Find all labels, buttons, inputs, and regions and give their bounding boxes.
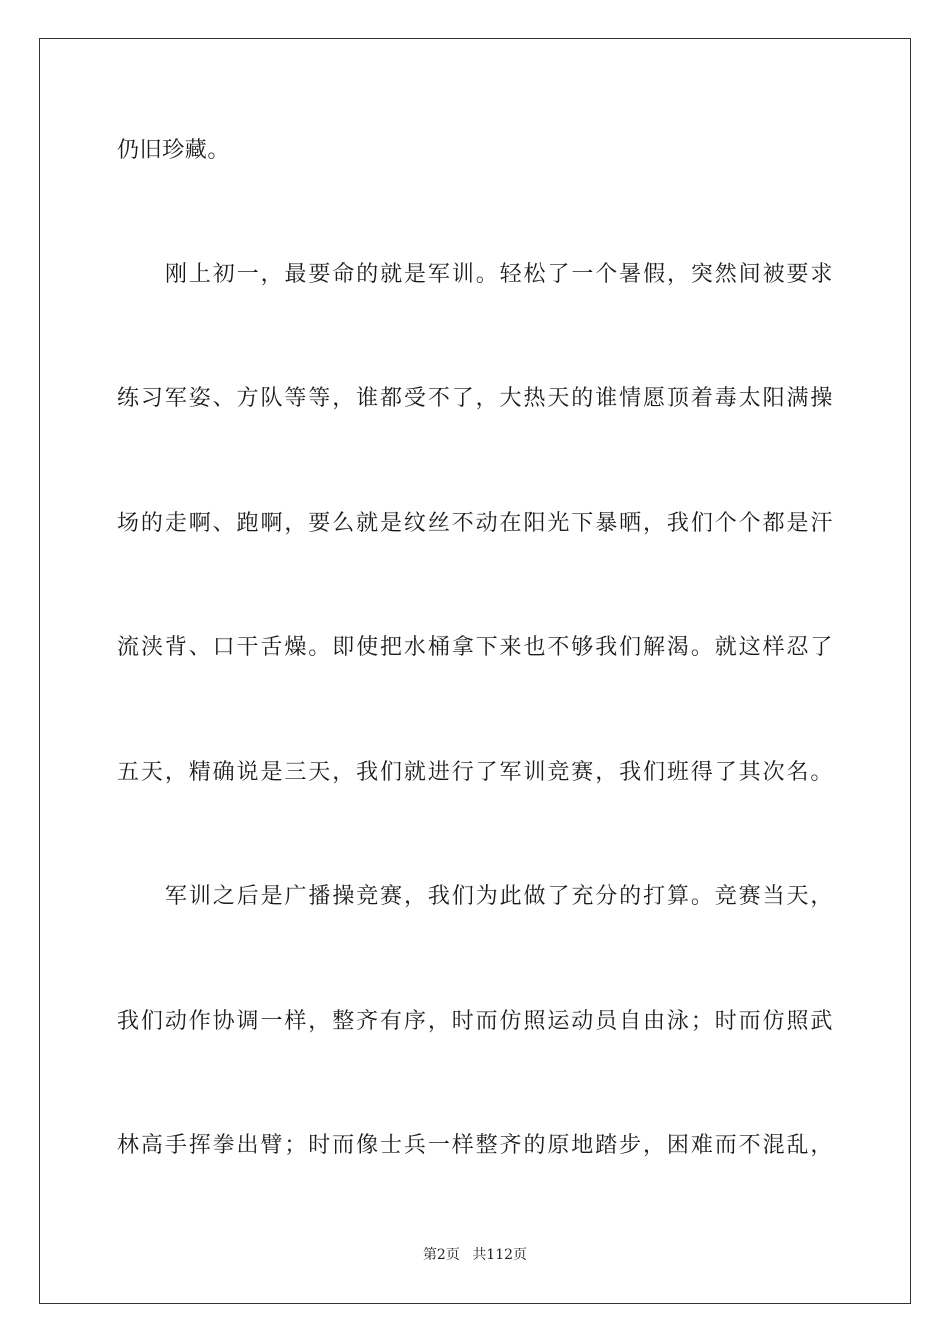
text-line-1: 仍旧珍藏。 [117,138,231,163]
text-line-2: 刚上初一，最要命的就是军训。轻松了一个暑假，突然间被要求 [165,262,833,287]
text-line-3: 练习军姿、方队等等，谁都受不了，大热天的谁情愿顶着毒太阳满操 [117,386,833,411]
page-footer [0,1246,950,1264]
page-number: 第2页 [422,1247,460,1263]
text-line-9: 林高手挥拳出臂；时而像士兵一样整齐的原地踏步，困难而不混乱， [117,1133,833,1158]
text-line-7: 军训之后是广播操竞赛，我们为此做了充分的打算。竞赛当天， [165,884,833,909]
text-line-4: 场的走啊、跑啊，要么就是纹丝不动在阳光下暴晒，我们个个都是汗 [117,511,833,536]
page-border [39,38,911,1304]
text-line-8: 我们动作协调一样，整齐有序，时而仿照运动员自由泳；时而仿照武 [117,1009,833,1034]
text-line-6: 五天，精确说是三天，我们就进行了军训竞赛，我们班得了其次名。 [117,760,833,785]
total-pages: 共112页 [472,1247,528,1263]
text-line-5: 流浃背、口干舌燥。即使把水桶拿下来也不够我们解渴。就这样忍了 [117,635,833,660]
